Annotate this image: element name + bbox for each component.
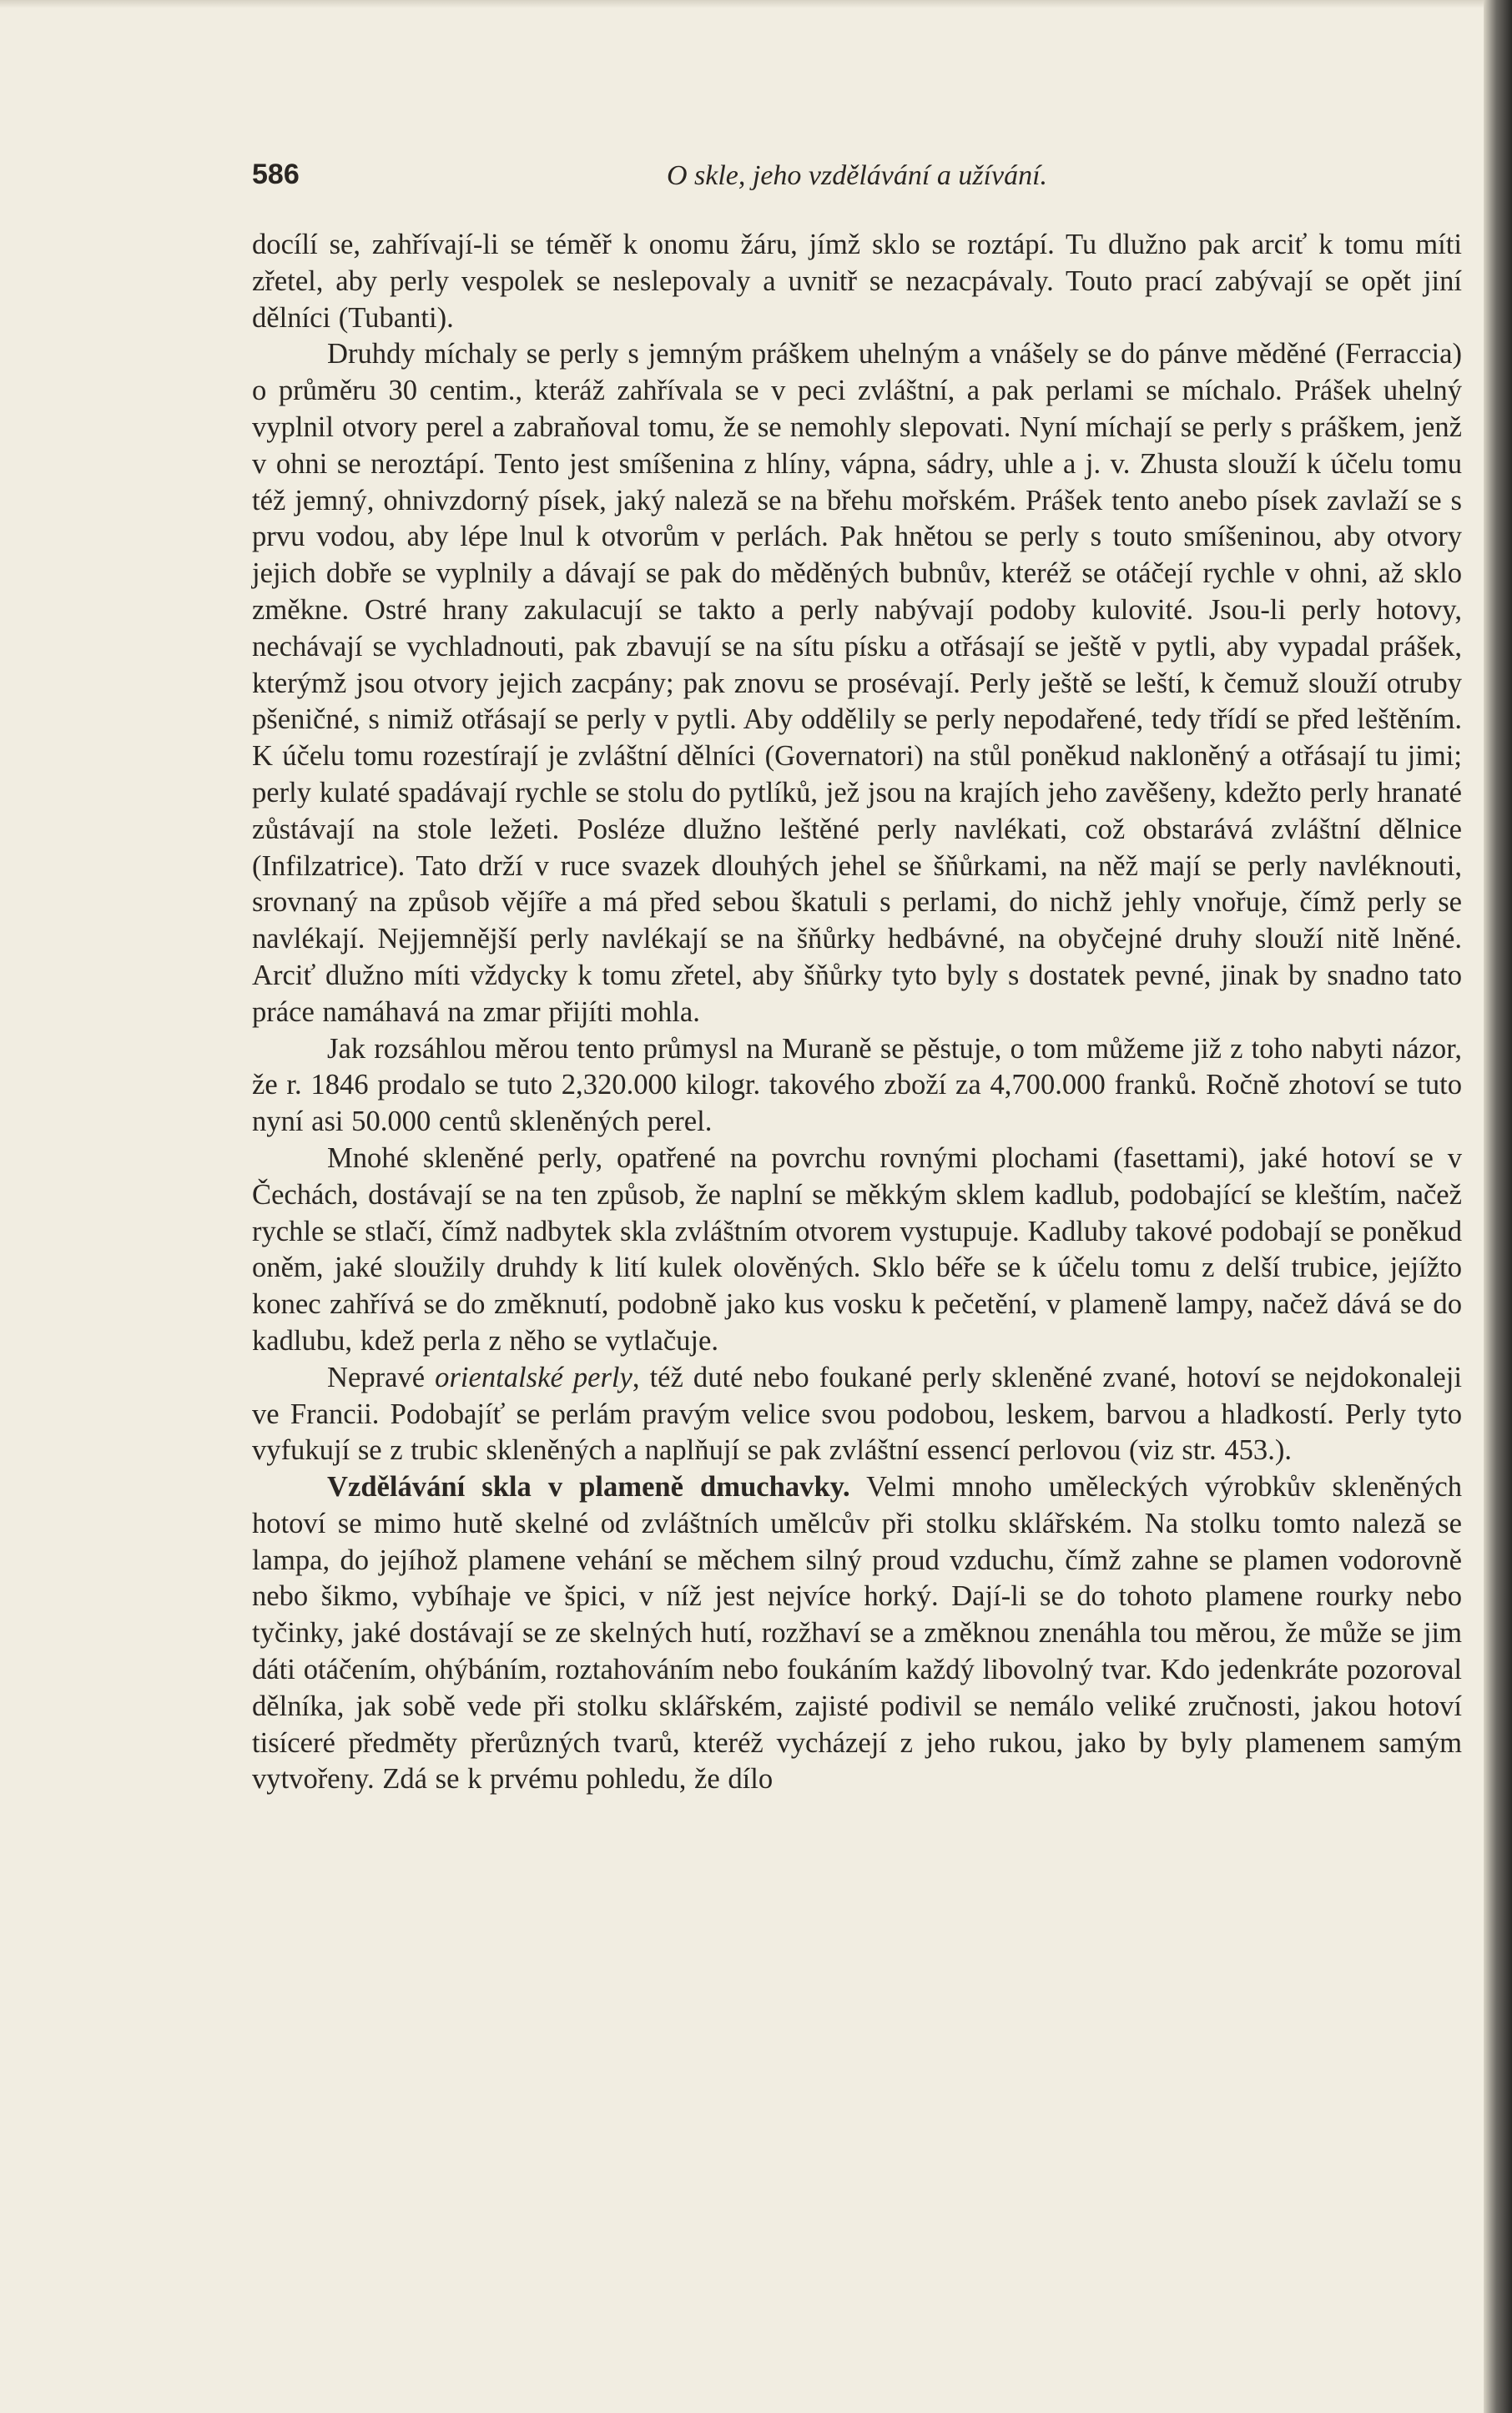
paragraph-2 — [252, 336, 1462, 1030]
paragraph-text: docílí se, zahřívají-li se téměř k onomu žáru, jímž sklo se roztápí. Tu dlužno pak arciť k tomu míti zřetel, aby perly vespolek se neslepovaly a uvnitř se nezacpávaly. Touto prací zabývají se opět jiní dělníci (Tubanti). — [252, 229, 1462, 334]
running-title: O skle, jeho vzdělávání a užívání. — [666, 160, 1048, 191]
section-heading: Vzdělávání skla v plameně dmuchavky. — [327, 1471, 850, 1504]
paragraph-1 — [252, 227, 1462, 336]
paragraph-text: Mnohé skleněné perly, opatřené na povrchu rovnými plochami (fasettami), jaké hotoví se v Čechách, dostávají se na ten způsob, že naplní se měkkým sklem kadlub, podobající se kleštím, načež rychle se stlačí, čímž nadbytek skla zvláštním otvorem vystupuje. Kadluby takové podobají se poněkud oněm, jaké sloužily druhdy k lití kulek olověných. Sklo béře se k účelu tomu z delší trubice, jejížto konec zahřívá se do změknutí, podobně jako kus vosku k pečetění, v plameně lampy, načež dává se do kadlubu, kdež perla z něho se vytlačuje. — [252, 1141, 1462, 1357]
page-top-edge — [0, 0, 1512, 8]
book-binding-edge — [1484, 0, 1512, 2413]
paragraph-text: , též duté nebo foukané perly skleněné zvané, hotoví se nejdokonaleji ve Francii. Podobajíť se perlám pravým velice svou podobou, leskem, barvou a hladkostí. Perly tyto vyfukují se z trubic skleněných a naplňují se pak zvláštní essencí perlovou (viz str. 453.). — [252, 1361, 1462, 1467]
paragraph-4 — [252, 1141, 1462, 1360]
paragraph-text: Druhdy míchaly se perly s jemným práškem uhelným a vnášely se do pánve měděné (Ferraccia) o průměru 30 centim., kteráž zahřívala se v peci zvláštní, a pak perlami se míchalo. Prášek uhelný vyplnil otvory perel a zabraňoval tomu, že se nemohly slepovati. Nyní míchají se perly s práškem, jenž v ohni se neroztápí. Tento jest smíšenina z hlíny, vápna, sádry, uhle a j. v. Zhusta slouží k účelu tomu též jemný, ohnivzdorný písek, jaký naleză se na břehu mořském. Prášek tento anebo písek zavlaží se s prvu vodou, aby lépe lnul k otvorům v perlách. Pak hnětou se perly s touto smíšeninou, aby otvory jejich dobře se vyplnily a dávají se pak do měděných bubnův, kteréž se otáčejí rychle v ohni, až sklo změkne. Ostré hrany zakulacují se takto a perly nabývají podoby kulovité. Jsou-li perly hotovy, nechávají se vychladnouti, pak zbavují se na sítu písku a otřásají se ještě v pytli, aby vypadal prášek, kterýmž jsou otvory jejich zacpány; pak znovu se prosévají. Perly ještě se leští, k čemuž slouží otruby pšeničné, s nimiž otřásají se perly v pytli. Aby oddělily se perly nepodařené, tedy třídí se před leštěním. K účelu tomu rozestírají je zvláštní dělníci (Governatori) na stůl poněkud nakloněný a otřásají tu jimi; perly kulaté spadávají rychle se stolu do pytlíků, jež jsou na krajích jeho zavěšeny, kdežto perly hranaté zůstávají na stole ležeti. Posléze dlužno leštěné perly navlékati, což obstarává zvláštní dělnice (Infilzatrice). Tato drží v ruce svazek dlouhých jehel se šňůrkami, na něž mají se perly navléknouti, srovnaný na způsob vějíře a má před sebou škatuli s perlami, do nichž jehly vnořuje, čímž perly se navlékají. Nejjemnější perly navlékají se na šňůrky hedbávné, na obyčejné druhy slouží nitě lněné. Arciť dlužno míti vždycky k tomu zřetel, aby šňůrky tyto byly s dostatek pevné, jinak by snadno tato práce namáhavá na zmar přijíti mohla. — [252, 338, 1462, 1028]
paragraph-6 — [252, 1469, 1462, 1798]
paragraph-lead: Nepravé — [327, 1361, 436, 1393]
paragraph-5 — [252, 1360, 1462, 1469]
body-text — [252, 227, 1462, 1798]
paragraph-text: Velmi mnoho uměleckých výrobkův skleněných hotoví se mimo hutě skelné od zvláštních umělcův při stolku sklářském. Na stolku tomto naleză se lampa, do jejíhož plamene vehání se měchem silný proud vzduchu, čímž zahne se plamen vodorovně nebo šikmo, vybíhaje ve špici, v níž jest nejvíce horký. Dají-li se do tohoto plamene rourky nebo tyčinky, jaké dostávají se ze skelných hutí, rozžhaví se a změknou znenáhla tou měrou, že může se jim dáti otáčením, ohýbáním, roztahováním nebo foukáním každý libovolný tvar. Kdo jedenkráte pozoroval dělníka, jak sobě vede při stolku sklářském, zajisté podivil se nemálo veliké zručnosti, jakou hotoví tisíceré předměty přerůzných tvarů, kteréž vycházejí z jeho rukou, jako by byly plamenem samým vytvořeny. Zdá se k prvému pohledu, že dílo — [252, 1471, 1462, 1796]
paragraph-text: Jak rozsáhlou měrou tento průmysl na Muraně se pěstuje, o tom můžeme již z toho nabyti názor, že r. 1846 prodalo se tuto 2,320.000 kilogr. takového zboží za 4,700.000 franků. Ročně zhotoví se tuto nyní asi 50.000 centů skleněných perel. — [252, 1032, 1462, 1138]
page-header — [252, 159, 1462, 195]
paragraph-3 — [252, 1031, 1462, 1141]
page-number: 586 — [252, 159, 300, 190]
italic-term: orientalské perly — [435, 1361, 633, 1393]
